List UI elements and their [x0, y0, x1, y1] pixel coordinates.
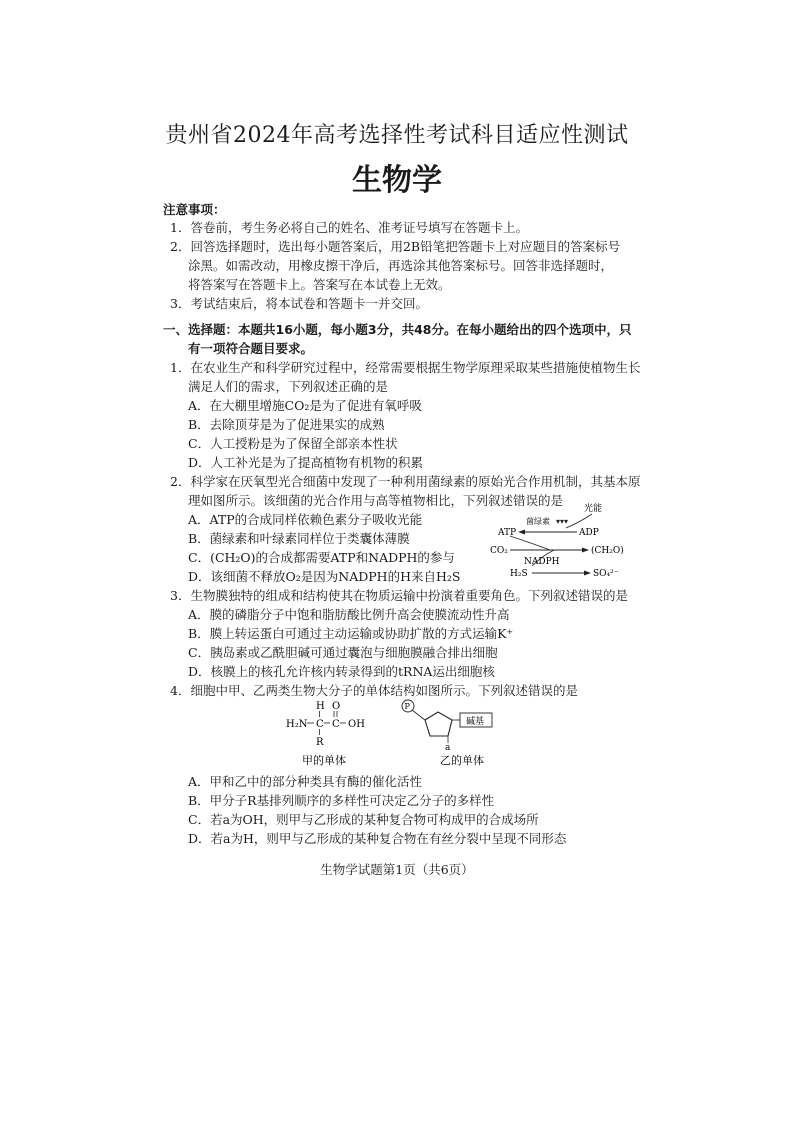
struct-p: P: [404, 702, 410, 711]
diagram-so4-label: SO₄²⁻: [593, 569, 619, 579]
monomer-structures-figure: [280, 698, 520, 770]
struct-o: O: [332, 701, 341, 712]
amino-acid-structure: [286, 701, 365, 767]
q4-option-d: D．若a为H，则甲与乙形成的某种复合物在有丝分裂中呈现不同形态: [188, 831, 567, 846]
section-heading: 一、选择题：本题共16小题，每小题3分，共48分。在每小题给出的四个选项中，只: [163, 322, 632, 337]
q1-stem-cont: 满足人们的需求，下列叙述正确的是: [188, 379, 389, 394]
diagram-nadph-label: NADPH: [524, 557, 560, 567]
q3-option-c: C．胰岛素或乙酰胆碱可通过囊泡与细胞膜融合排出细胞: [188, 645, 498, 660]
q1-stem: 1．在农业生产和科学研究过程中，经常需要根据生物学原理采取某些措施使植物生长: [170, 360, 641, 375]
q3-option-a: A．膜的磷脂分子中饱和脂肪酸比例升高会使膜流动性升高: [188, 607, 510, 622]
q2-option-c: C．(CH₂O)的合成都需要ATP和NADPH的参与: [188, 550, 455, 565]
notice-line: 2．回答选择题时，选出每小题答案后，用2B铅笔把答题卡上对应题目的答案标号: [170, 239, 621, 254]
struct-h2n: H₂N: [286, 719, 308, 730]
diagram-h2s-label: H₂S: [510, 569, 528, 579]
q4-option-c: C．若a为OH，则甲与乙形成的某种复合物可构成甲的合成场所: [188, 812, 539, 827]
section-heading-cont: 有一项符合题目要求。: [188, 341, 314, 356]
diagram-atp-label: ATP: [498, 528, 517, 538]
q1-option-b: B．去除顶芽是为了促进果实的成熟: [188, 417, 385, 432]
exam-title: 贵州省2024年高考选择性考试科目适应性测试: [165, 123, 629, 148]
diagram-pigment-label: 菌绿素: [526, 517, 550, 526]
q1-option-d: D．人工补光是为了提高植物有机物的积累: [188, 455, 424, 470]
q4-option-a: A．甲和乙中的部分种类具有酶的催化活性: [188, 774, 423, 789]
diagram-adp-label: ADP: [579, 528, 599, 538]
q4-stem: 4．细胞中甲、乙两类生物大分子的单体结构如图所示。下列叙述错误的是: [170, 683, 578, 698]
diagram-ch2o-label: (CH₂O): [591, 546, 624, 556]
pentose-ring: [425, 712, 452, 736]
q2-option-d: D．该细菌不释放O₂是因为NADPH的H来自H₂S: [188, 569, 461, 584]
page-footer: 生物学试题第1页（共6页）: [320, 862, 474, 877]
struct-base: 碱基: [466, 717, 485, 727]
diagram-light-label: 光能: [584, 504, 603, 514]
q4-option-b: B．甲分子R基排列顺序的多样性可决定乙分子的多样性: [188, 793, 495, 808]
q3-option-b: B．膜上转运蛋白可通过主动运输或协助扩散的方式运输K⁺: [188, 626, 514, 641]
struct-c-carboxyl: C: [332, 719, 340, 730]
caption-monomer-a: 甲的单体: [302, 754, 346, 767]
notice-heading: 注意事项：: [163, 202, 226, 217]
q2-option-b: B．菌绿素和叶绿素同样位于类囊体薄膜: [188, 531, 410, 546]
q3-option-d: D．核膜上的核孔允许核内转录得到的tRNA运出细胞核: [188, 664, 495, 679]
q2-option-a: A．ATP的合成同样依赖色素分子吸收光能: [188, 512, 423, 527]
q1-option-c: C．人工授粉是为了保留全部亲本性状: [188, 436, 398, 451]
struct-a: a: [445, 743, 451, 753]
struct-h: H: [316, 701, 325, 712]
notice-line: 3．考试结束后，将本试卷和答题卡一并交回。: [170, 296, 428, 311]
struct-r: R: [316, 737, 324, 748]
caption-monomer-b: 乙的单体: [440, 754, 484, 767]
notice-line: 涂黑。如需改动，用橡皮擦干净后，再选涂其他答案标号。回答非选择题时，: [188, 258, 614, 273]
diagram-co2-label: CO₂: [490, 546, 508, 556]
q2-stem-cont: 理如图所示。该细菌的光合作用与高等植物相比，下列叙述错误的是: [188, 493, 564, 508]
subject-title: 生物学: [352, 163, 442, 198]
nucleotide-structure: [402, 700, 492, 767]
photosynthesis-diagram: [480, 500, 630, 582]
svg-text:▾▾▾: ▾▾▾: [556, 517, 569, 526]
q2-stem: 2．科学家在厌氧型光合细菌中发现了一种利用菌绿素的原始光合作用机制，其基本原: [170, 474, 641, 489]
struct-oh: OH: [348, 719, 365, 730]
struct-c-alpha: C: [316, 719, 324, 730]
notice-line: 1．答卷前，考生务必将自己的姓名、准考证号填写在答题卡上。: [170, 220, 528, 235]
q1-option-a: A．在大棚里增施CO₂是为了促进有氧呼吸: [188, 398, 422, 413]
q3-stem: 3．生物膜独特的组成和结构使其在物质运输中扮演着重要角色。下列叙述错误的是: [170, 588, 628, 603]
notice-line: 将答案写在答题卡上。答案写在本试卷上无效。: [188, 277, 451, 292]
